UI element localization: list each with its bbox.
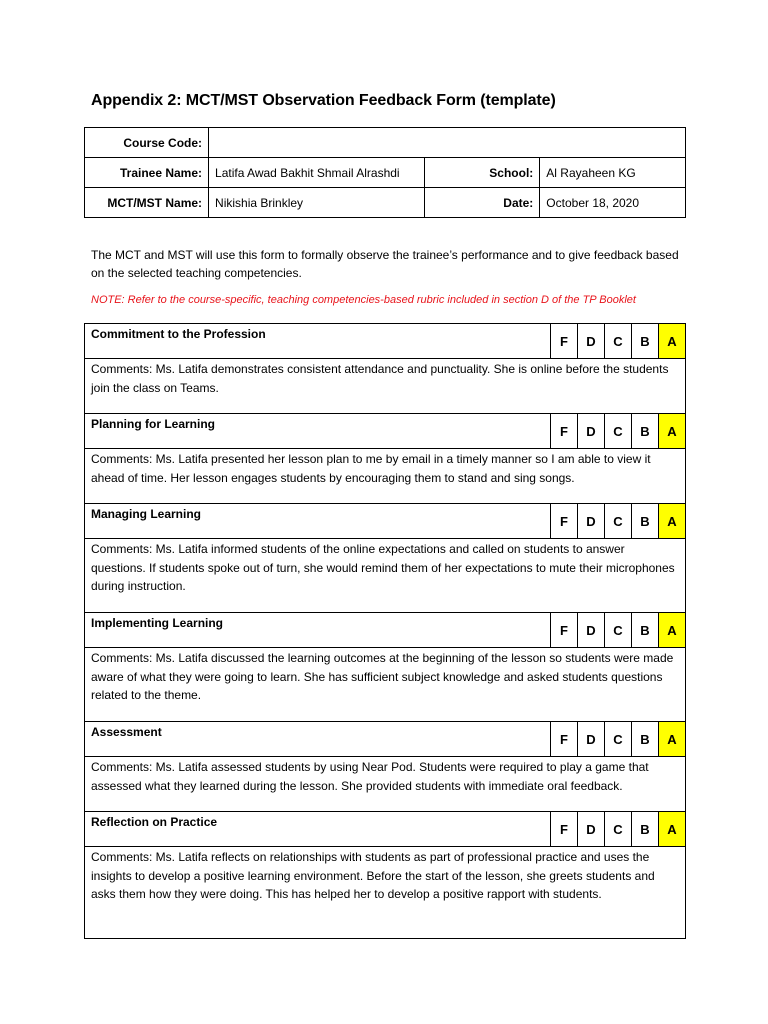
grade-cell-a: A — [659, 613, 686, 648]
competency-comment-row — [85, 648, 686, 722]
competency-comment-row — [85, 757, 686, 812]
intro-text: The MCT and MST will use this form to formally observe the trainee’s performance and to give feedback based on the selected teaching competencies. — [91, 248, 679, 280]
competency-comment: Comments: Ms. Latifa reflects on relationships with students as part of professional practice and uses the insights to develop a positive learning environment. Before the start of the lesson, she greets students and asks them how they were doing. This has helped her to develop a positive rapport with students. — [85, 847, 686, 939]
grade-cell-d: D — [578, 812, 605, 847]
course-code-value — [209, 128, 686, 158]
trainee-name-label: Trainee Name: — [85, 158, 209, 188]
competency-comment-row — [85, 449, 686, 504]
grade-cell-b: B — [632, 812, 659, 847]
grade-cell-c: C — [605, 324, 632, 359]
competency-header-commitment-to-the-profession — [85, 324, 686, 359]
grade-cell-d: D — [578, 324, 605, 359]
grade-cell-a: A — [659, 324, 686, 359]
competency-comment: Comments: Ms. Latifa demonstrates consistent attendance and punctuality. She is online before the students join the class on Teams. — [85, 359, 686, 414]
grade-cell-c: C — [605, 504, 632, 539]
grade-cell-c: C — [605, 613, 632, 648]
competency-comment: Comments: Ms. Latifa informed students of the online expectations and called on students to answer questions. If students spoke out of turn, she would remind them of her expectations to mute their microphones during instruction. — [85, 539, 686, 613]
grade-cell-c: C — [605, 414, 632, 449]
competency-name: Assessment — [85, 722, 551, 757]
date-value: October 18, 2020 — [540, 188, 686, 218]
mct-name-value: Nikishia Brinkley — [209, 188, 425, 218]
grade-cell-b: B — [632, 324, 659, 359]
mct-row — [85, 188, 686, 218]
grade-cell-f: F — [551, 722, 578, 757]
grade-cell-b: B — [632, 722, 659, 757]
competency-header-implementing-learning — [85, 613, 686, 648]
trainee-name-value: Latifa Awad Bakhit Shmail Alrashdi — [209, 158, 425, 188]
grade-cell-f: F — [551, 613, 578, 648]
competency-comment: Comments: Ms. Latifa discussed the learning outcomes at the beginning of the lesson so students were made aware of what they were going to learn. She has sufficient subject knowledge and asked students questions related to the theme. — [85, 648, 686, 722]
grade-cell-a: A — [659, 722, 686, 757]
grade-cell-f: F — [551, 324, 578, 359]
grade-cell-d: D — [578, 414, 605, 449]
grade-cell-f: F — [551, 812, 578, 847]
info-table — [84, 127, 686, 218]
grade-cell-a: A — [659, 504, 686, 539]
competency-comment-row — [85, 539, 686, 613]
date-label: Date: — [425, 188, 540, 218]
competency-name: Commitment to the Profession — [85, 324, 551, 359]
page-title: Appendix 2: MCT/MST Observation Feedback Form (template) — [91, 92, 556, 109]
competency-name: Implementing Learning — [85, 613, 551, 648]
note-text: NOTE: Refer to the course-specific, teaching competencies-based rubric included in section D of the TP Booklet — [91, 294, 636, 306]
course-code-row — [85, 128, 686, 158]
grade-cell-b: B — [632, 414, 659, 449]
grade-cell-c: C — [605, 722, 632, 757]
competency-header-managing-learning — [85, 504, 686, 539]
grade-cell-b: B — [632, 504, 659, 539]
competency-table — [84, 323, 686, 939]
grade-cell-c: C — [605, 812, 632, 847]
grade-cell-d: D — [578, 613, 605, 648]
competency-name: Planning for Learning — [85, 414, 551, 449]
grade-cell-d: D — [578, 722, 605, 757]
competency-comment-row — [85, 359, 686, 414]
competency-comment-row — [85, 847, 686, 939]
course-code-label: Course Code: — [85, 128, 209, 158]
grade-cell-f: F — [551, 414, 578, 449]
grade-cell-b: B — [632, 613, 659, 648]
competency-header-assessment — [85, 722, 686, 757]
grade-cell-a: A — [659, 414, 686, 449]
competency-name: Reflection on Practice — [85, 812, 551, 847]
competency-header-reflection-on-practice — [85, 812, 686, 847]
competency-name: Managing Learning — [85, 504, 551, 539]
grade-cell-a: A — [659, 812, 686, 847]
trainee-row — [85, 158, 686, 188]
competency-comment: Comments: Ms. Latifa assessed students by using Near Pod. Students were required to play a game that assessed what they learned during the lesson. She provided students with immediate oral feedback. — [85, 757, 686, 812]
competency-header-planning-for-learning — [85, 414, 686, 449]
grade-cell-f: F — [551, 504, 578, 539]
school-value: Al Rayaheen KG — [540, 158, 686, 188]
grade-cell-d: D — [578, 504, 605, 539]
competency-comment: Comments: Ms. Latifa presented her lesson plan to me by email in a timely manner so I am able to view it ahead of time. Her lesson engages students by encouraging them to stand and sing songs. — [85, 449, 686, 504]
school-label: School: — [425, 158, 540, 188]
mct-name-label: MCT/MST Name: — [85, 188, 209, 218]
